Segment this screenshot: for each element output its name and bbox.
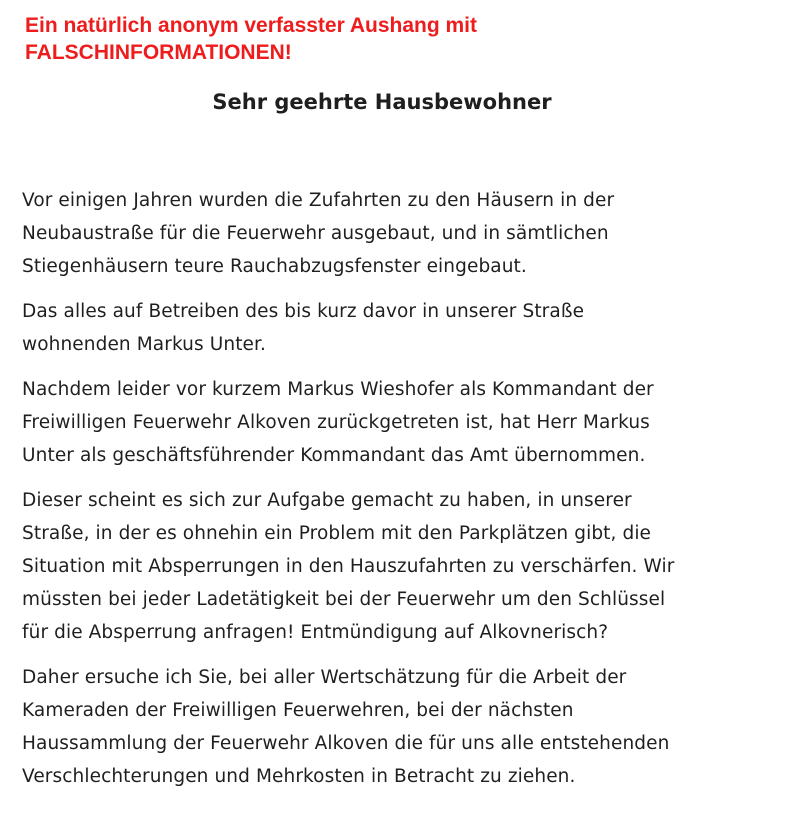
text-line: Situation mit Absperrungen in den Hauszufahrten zu verschärfen. Wir [22,556,675,577]
paragraph-4 [22,484,792,649]
text-line: Unter als geschäftsführender Kommandant das Amt übernommen. [22,445,646,466]
paragraph-5 [22,661,792,793]
text-line: für die Absperrung anfragen! Entmündigung auf Alkovnerisch? [22,622,609,643]
text-line: Das alles auf Betreiben des bis kurz davor in unserer Straße [22,301,585,322]
letter-body [22,184,792,805]
letter-title: Sehr geehrte Hausbewohner [212,90,552,114]
paragraph-2 [22,295,792,361]
warning-caption [25,12,725,66]
text-line: Verschlechterungen und Mehrkosten in Betracht zu ziehen. [22,766,576,787]
text-line: Straße, in der es ohnehin ein Problem mit den Parkplätzen gibt, die [22,523,652,544]
text-line: Vor einigen Jahren wurden die Zufahrten zu den Häusern in der [22,190,615,211]
text-line: Haussammlung der Feuerwehr Alkoven die für uns alle entstehenden [22,733,670,754]
text-line: müssten bei jeder Ladetätigkeit bei der Feuerwehr um den Schlüssel [22,589,666,610]
paragraph-1 [22,184,792,283]
text-line: Daher ersuche ich Sie, bei aller Wertschätzung für die Arbeit der [22,667,627,688]
text-line: Dieser scheint es sich zur Aufgabe gemacht zu haben, in unserer [22,490,632,511]
text-line: Neubaustraße für die Feuerwehr ausgebaut, und in sämtlichen [22,223,609,244]
text-line: Nachdem leider vor kurzem Markus Wieshofer als Kommandant der [22,379,654,400]
paragraph-3 [22,373,792,472]
warning-caption-line: FALSCHINFORMATIONEN! [25,41,292,64]
text-line: Kameraden der Freiwilligen Feuerwehren, bei der nächsten [22,700,574,721]
text-line: Freiwilligen Feuerwehr Alkoven zurückgetreten ist, hat Herr Markus [22,412,650,433]
warning-caption-line: Ein natürlich anonym verfasster Aushang mit [25,14,477,37]
text-line: Stiegenhäusern teure Rauchabzugsfenster eingebaut. [22,256,527,277]
text-line: wohnenden Markus Unter. [22,334,267,355]
